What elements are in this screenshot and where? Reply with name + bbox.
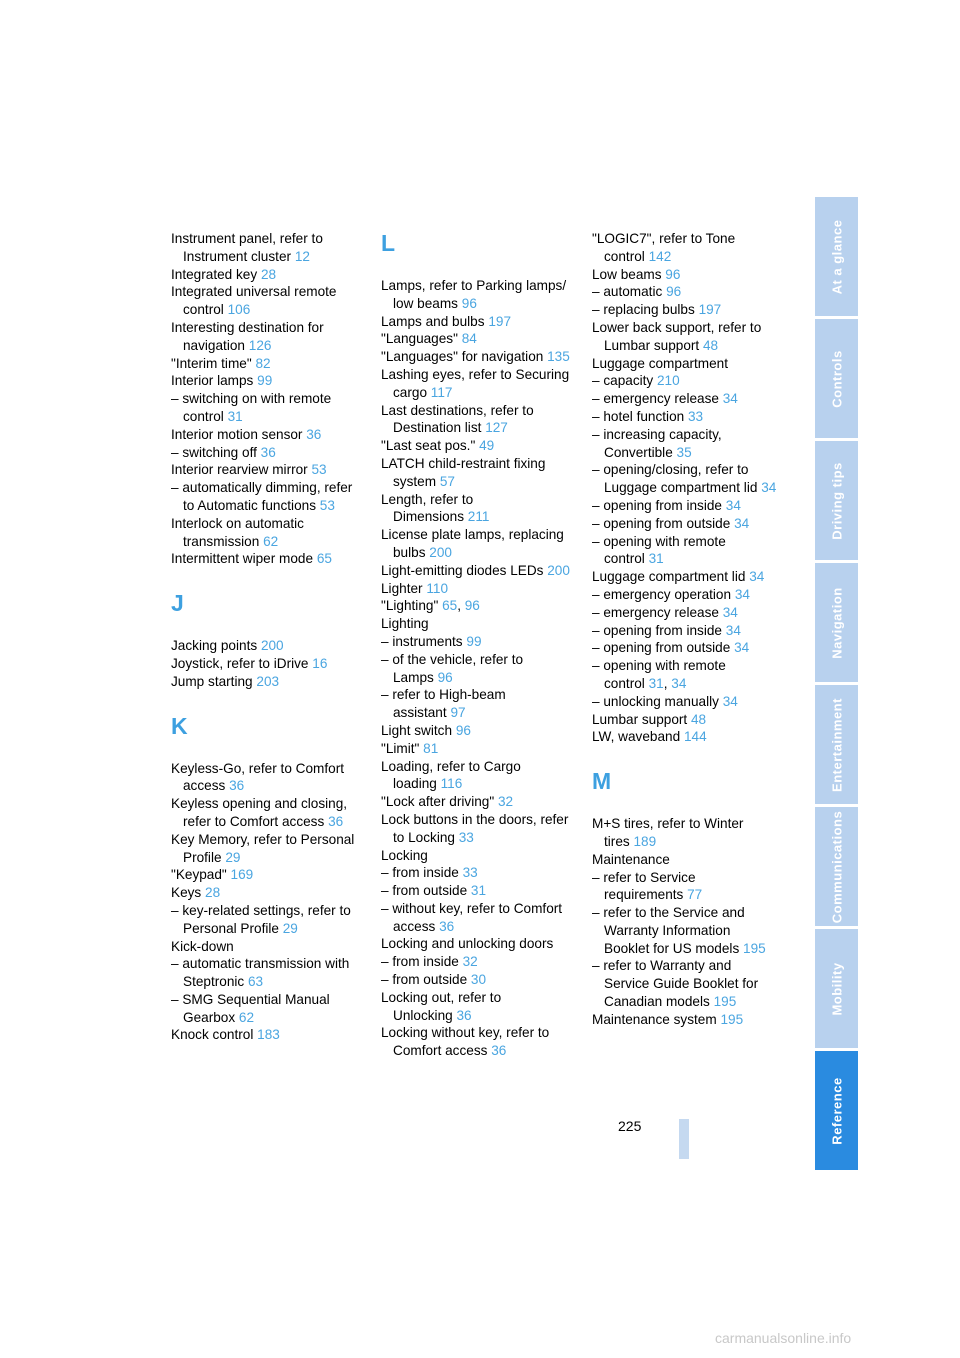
page-reference-link[interactable]: 34 [761, 480, 777, 496]
index-entry [381, 864, 571, 882]
index-entry [171, 230, 361, 266]
page-reference-link[interactable]: 34 [722, 693, 738, 709]
entry-text: – refer to High-beam assistant [381, 687, 506, 721]
page-reference-link[interactable]: 34 [725, 497, 741, 513]
index-entry [592, 904, 777, 957]
page-reference-link[interactable]: 106 [227, 302, 251, 318]
page-reference-link[interactable]: 81 [423, 740, 439, 756]
section-tabs [815, 197, 858, 1173]
entry-text: – key-related settings, refer to Personal Profile [171, 902, 351, 936]
page-reference-link[interactable]: 169 [230, 867, 254, 883]
entry-text: Luggage compartment lid [592, 569, 746, 585]
entry-text: LATCH child-restraint fixing system [381, 455, 546, 489]
index-entry [171, 550, 361, 568]
entry-text: Lamps, refer to Parking lamps/ low beams [381, 278, 567, 311]
entry-text: – opening from inside [592, 497, 722, 513]
tab-controls[interactable] [815, 319, 858, 438]
index-entry [381, 811, 571, 847]
page-reference-link[interactable]: 96 [665, 266, 681, 282]
page-reference-link[interactable]: 31 [227, 408, 243, 424]
page-reference-link[interactable]: 30 [470, 972, 487, 988]
index-entry [381, 491, 571, 527]
entry-text: Lower back support, refer to Lumbar support [592, 319, 762, 353]
index-entry [381, 580, 571, 598]
page-reference-link[interactable]: 32 [497, 794, 514, 810]
index-entry [592, 851, 777, 869]
index-entry [592, 815, 777, 851]
page-reference-link[interactable]: 62 [263, 533, 279, 549]
index-entry [381, 758, 571, 794]
entry-text: "Keypad" [171, 867, 227, 883]
page-reference-link[interactable]: 96 [455, 722, 471, 738]
index-entry [592, 390, 777, 408]
page-reference-link[interactable]: 62 [238, 1009, 255, 1025]
entry-text: – from outside [381, 972, 468, 988]
entry-text: Light-emitting diodes LEDs [381, 562, 544, 578]
page-reference-link[interactable]: 211 [467, 509, 490, 525]
index-column-1 [171, 230, 361, 1044]
index-entry [171, 426, 361, 444]
entry-text: – opening/closing, refer to Luggage compartment lid [592, 462, 758, 496]
page-reference-link[interactable]: 34 [671, 675, 687, 691]
index-entry [171, 372, 361, 390]
index-entry [171, 355, 361, 373]
index-entry [592, 693, 777, 711]
page-reference-link[interactable]: 77 [687, 887, 703, 903]
index-entry [592, 639, 777, 657]
index-entry [592, 957, 777, 1010]
page-reference-link[interactable]: 36 [456, 1007, 472, 1023]
page-reference-link[interactable]: 28 [260, 266, 277, 282]
entry-text: – from inside [381, 865, 459, 881]
page-reference-link[interactable]: 210 [657, 373, 680, 389]
page-reference-link[interactable]: 33 [687, 408, 704, 424]
index-entry [381, 455, 571, 491]
entry-text: Lashing eyes, refer to Securing cargo [381, 366, 570, 400]
entry-text: – hotel function [592, 408, 685, 424]
entry-text: – opening from outside [592, 640, 731, 656]
page-reference-link[interactable]: 195 [720, 1011, 744, 1027]
page-number-bar [679, 1119, 689, 1159]
index-entry [381, 740, 571, 758]
index-column-3 [592, 230, 777, 1029]
entry-text: License plate lamps, replacing bulbs [381, 527, 564, 560]
page-reference-link[interactable]: 117 [430, 384, 453, 400]
index-entry [171, 866, 361, 884]
index-entry [381, 882, 571, 900]
index-entry [171, 795, 361, 831]
index-entry [592, 568, 777, 586]
index-entry [381, 366, 571, 402]
entry-text: Loading, refer to Cargo loading [381, 758, 521, 792]
page-number: 225 [618, 1118, 642, 1134]
section-letter: J [171, 590, 184, 617]
entry-text: Luggage compartment [592, 355, 729, 371]
entry-text: "Interim time" [171, 355, 252, 371]
entry-text: Interior lamps [171, 373, 254, 389]
tab-driving-tips[interactable] [815, 441, 858, 560]
page-reference-link[interactable]: 36 [306, 426, 322, 442]
index-entry [171, 390, 361, 426]
entry-text: Lamps and bulbs [381, 313, 485, 329]
page-reference-link[interactable]: 36 [260, 444, 276, 460]
page-reference-link[interactable]: 84 [461, 331, 477, 347]
page-reference-link[interactable]: 189 [633, 833, 657, 849]
index-entry [171, 760, 361, 796]
section-letter: K [171, 712, 188, 739]
index-entry [381, 900, 571, 936]
index-entry [592, 711, 777, 729]
page-reference-link[interactable]: 12 [294, 248, 310, 264]
entry-text: – switching on with remote control [171, 391, 332, 424]
page-reference-link[interactable]: 31 [648, 551, 664, 567]
entry-text: Key Memory, refer to Personal Profile [171, 831, 355, 865]
entry-text: – emergency operation [592, 586, 732, 602]
page-reference-link[interactable]: 33 [458, 829, 474, 845]
page-reference-link[interactable]: 110 [426, 580, 449, 596]
index-entry [381, 847, 571, 865]
index-entry [171, 266, 361, 284]
index-entry [171, 673, 361, 691]
page-reference-link[interactable]: 34 [722, 604, 738, 620]
page-reference-link[interactable]: 36 [229, 778, 245, 794]
entry-text: – emergency release [592, 604, 719, 620]
entry-text: Jacking points [171, 638, 258, 654]
index-entry [171, 319, 361, 355]
page-reference-link[interactable]: 35 [676, 444, 692, 460]
index-entry [592, 586, 777, 604]
entry-text: Maintenance [592, 851, 670, 867]
index-entry [171, 479, 361, 515]
index-entry [381, 989, 571, 1025]
entry-text: – unlocking manually [592, 693, 719, 709]
page-reference-link[interactable]: 200 [429, 544, 452, 560]
entry-text: Keys [171, 885, 202, 901]
index-entry [381, 526, 571, 562]
page-reference-link[interactable]: 34 [749, 569, 765, 585]
entry-text: – automatic [592, 284, 663, 300]
entry-text: Length, refer to Dimensions [381, 491, 474, 525]
page-reference-link[interactable]: 195 [743, 940, 766, 956]
index-entry [592, 1011, 777, 1029]
index-entry [381, 953, 571, 971]
index-entry [381, 1024, 571, 1060]
index-entry [381, 402, 571, 438]
page-reference-link[interactable]: 34 [734, 586, 750, 602]
page-reference-link[interactable]: 135 [547, 349, 570, 365]
entry-text: – opening from inside [592, 622, 722, 638]
tab-label: Mobility [829, 961, 844, 1016]
page-reference-link[interactable]: 99 [257, 373, 273, 389]
page-reference-link[interactable]: 36 [328, 813, 344, 829]
page-reference-link[interactable]: 96 [464, 598, 480, 614]
entry-text: – from inside [381, 954, 459, 970]
page-reference-link[interactable]: 99 [466, 633, 482, 649]
entry-text: "LOGIC7", refer to Tone control [592, 231, 736, 264]
page-reference-link[interactable]: 48 [691, 711, 707, 727]
entry-text: "Lighting" [381, 598, 439, 614]
entry-text: Interesting destination for navigation [171, 319, 324, 353]
entry-text: Locking and unlocking doors [381, 936, 554, 952]
entry-text: Kick-down [171, 938, 234, 954]
index-entry [592, 266, 777, 284]
page-reference-link[interactable]: 49 [479, 438, 495, 454]
entry-text: Low beams [592, 266, 662, 282]
tab-at-a-glance[interactable] [815, 197, 858, 316]
entry-text: – without key, refer to Comfort access [381, 900, 563, 934]
page-reference-link[interactable]: 183 [257, 1027, 280, 1043]
entry-text: M+S tires, refer to Winter tires [592, 816, 744, 849]
index-entry [171, 831, 361, 867]
entry-text: Jump starting [171, 673, 253, 689]
section-letter: L [381, 230, 396, 256]
entry-text: – capacity [592, 373, 654, 389]
entry-text: Knock control [171, 1027, 254, 1043]
entry-text: – instruments [381, 633, 463, 649]
entry-text: Interior rearview mirror [171, 462, 308, 478]
entry-text: "Limit" [381, 740, 420, 756]
entry-text: – switching off [171, 444, 257, 460]
page-reference-link[interactable]: 126 [248, 337, 272, 353]
index-entry [592, 408, 777, 426]
entry-text: – increasing capacity, Convertible [592, 426, 722, 460]
page-reference-link[interactable]: 29 [282, 920, 298, 936]
page-reference-link[interactable]: 34 [725, 622, 741, 638]
entry-text: Lumbar support [592, 711, 688, 727]
index-entry [171, 515, 361, 551]
page-reference-link[interactable]: 116 [440, 776, 463, 792]
entry-text: Locking [381, 847, 428, 863]
page-reference-link[interactable]: 195 [713, 994, 737, 1010]
entry-text: – automatically dimming, refer to Automatic functions [171, 480, 353, 513]
index-entry [171, 902, 361, 938]
entry-text: Interior motion sensor [171, 426, 303, 442]
index-entry [171, 444, 361, 462]
page-reference-link[interactable]: 34 [722, 391, 738, 407]
index-entry [592, 515, 777, 533]
index-entry [381, 615, 571, 633]
page-reference-link[interactable]: 142 [648, 248, 672, 264]
tab-mobility[interactable] [815, 929, 858, 1048]
index-entry [592, 283, 777, 301]
page-reference-link[interactable]: 53 [311, 462, 327, 478]
entry-text: Keyless-Go, refer to Comfort access [171, 760, 344, 794]
index-entry [381, 651, 571, 687]
entry-text: – from outside [381, 883, 468, 899]
entry-text: Instrument panel, refer to Instrument cluster [171, 231, 323, 264]
index-entry [381, 793, 571, 811]
tab-label: Reference [829, 1076, 844, 1145]
entry-text: Locking without key, refer to Comfort access [381, 1025, 550, 1059]
entry-text: Locking out, refer to Unlocking [381, 989, 502, 1023]
page-reference-link[interactable]: 203 [256, 673, 280, 689]
watermark: carmanualsonline.info [715, 1330, 852, 1346]
index-entry [381, 633, 571, 651]
entry-text: – refer to the Service and Warranty Information Booklet for US models [592, 905, 745, 956]
page-reference-link[interactable]: 96 [461, 295, 477, 311]
index-entry [171, 637, 361, 655]
page-reference-link[interactable]: 36 [439, 918, 455, 934]
entry-text: "Languages" for navigation [381, 349, 544, 365]
tab-label: Entertainment [829, 697, 844, 792]
entry-text: Last destinations, refer to Destination list [381, 402, 534, 436]
tab-label: Controls [829, 349, 844, 408]
index-entry [171, 955, 361, 991]
index-entry [381, 562, 571, 580]
page-reference-link[interactable]: 53 [319, 497, 335, 513]
entry-text: – automatic transmission with Steptronic [171, 956, 350, 990]
page-reference-link[interactable]: 48 [703, 337, 719, 353]
tab-entertainment[interactable] [815, 685, 858, 804]
page-reference-link[interactable]: 127 [485, 420, 508, 436]
index-entry [381, 935, 571, 953]
index-entry [592, 869, 777, 905]
index-entry [381, 722, 571, 740]
index-entry [381, 277, 571, 313]
page-reference-link[interactable]: 29 [225, 849, 241, 865]
index-entry [171, 655, 361, 673]
page-reference-link[interactable]: 63 [248, 974, 264, 990]
index-entry [592, 230, 777, 266]
entry-text: – opening with remote control [592, 533, 726, 567]
entry-text: – emergency release [592, 391, 719, 407]
index-entry [171, 991, 361, 1027]
index-entry [381, 971, 571, 989]
entry-text: – refer to Warranty and Service Guide Booklet for Canadian models [592, 958, 759, 1010]
tab-label: Driving tips [829, 461, 844, 540]
entry-text: – of the vehicle, refer to Lamps [381, 651, 524, 685]
page-reference-link[interactable]: 34 [734, 640, 750, 656]
page-reference-link[interactable]: 28 [205, 885, 221, 901]
entry-text: Lock buttons in the doors, refer to Locking [381, 811, 569, 845]
index-entry [592, 533, 777, 569]
tab-reference[interactable] [815, 1051, 858, 1170]
entry-text: – SMG Sequential Manual Gearbox [171, 991, 330, 1025]
entry-text: – opening with remote control [592, 658, 726, 691]
entry-text: Maintenance system [592, 1011, 717, 1027]
page-reference-link[interactable]: 200 [547, 562, 570, 578]
index-entry [171, 1026, 361, 1044]
page-reference-link[interactable]: 200 [260, 638, 284, 654]
entry-text: Intermittent wiper mode [171, 551, 314, 567]
entry-text: – replacing bulbs [592, 302, 695, 318]
entry-text: Lighting [381, 616, 429, 632]
entry-text: Light switch [381, 722, 453, 738]
page-reference-link[interactable]: 34 [734, 515, 750, 531]
index-column-2 [381, 230, 571, 1060]
entry-text: Integrated key [171, 266, 258, 282]
tab-navigation[interactable] [815, 563, 858, 682]
index-entry [381, 686, 571, 722]
entry-text: Joystick, refer to iDrive [171, 655, 309, 671]
index-entry [592, 728, 777, 746]
entry-text: "Languages" [381, 331, 458, 347]
page-reference-link[interactable]: 96 [666, 284, 682, 300]
page-reference-link[interactable]: 31 [648, 675, 664, 691]
tab-communications[interactable] [815, 807, 858, 926]
index-entry [171, 884, 361, 902]
index-entry [592, 622, 777, 640]
index-entry [592, 355, 777, 373]
index-entry [592, 372, 777, 390]
page-reference-link[interactable]: 82 [255, 355, 271, 371]
index-entry [381, 348, 571, 366]
page-reference-link[interactable]: 197 [698, 302, 722, 318]
index-entry [381, 437, 571, 455]
page-reference-link[interactable]: 65 [316, 551, 332, 567]
section-letter: M [592, 768, 612, 795]
page-reference-link[interactable]: 31 [470, 883, 487, 899]
page-reference-link[interactable]: 144 [683, 729, 707, 745]
index-entry [592, 497, 777, 515]
page-reference-link[interactable]: 16 [312, 655, 328, 671]
entry-text: LW, waveband [592, 729, 681, 745]
index-entry [592, 604, 777, 622]
page-reference-link[interactable]: 65 [442, 598, 458, 614]
entry-text: Lighter [381, 580, 423, 596]
page-reference-link[interactable]: 97 [450, 705, 466, 721]
index-entry: "Lighting" 65, 96 [381, 598, 480, 614]
index-entry [171, 283, 361, 319]
page-reference-link[interactable]: 32 [462, 954, 478, 970]
tab-label: At a glance [829, 219, 844, 294]
entry-text: – opening from outside [592, 515, 731, 531]
entry-text: Integrated universal remote control [171, 284, 337, 318]
index-entry: – opening with remote control 31, 34 [592, 658, 726, 691]
index-entry [381, 313, 571, 331]
page-reference-link[interactable]: 96 [437, 669, 453, 685]
index-entry [381, 330, 571, 348]
tab-label: Communications [829, 810, 844, 923]
index-entry [592, 426, 777, 462]
entry-text: – refer to Service requirements [592, 869, 696, 903]
page-reference-link[interactable]: 33 [462, 865, 478, 881]
index-entry [592, 461, 777, 497]
entry-text: "Lock after driving" [381, 794, 495, 810]
entry-text: Keyless opening and closing, refer to Comfort access [171, 796, 348, 829]
entry-text: Interlock on automatic transmission [171, 515, 304, 549]
index-entry [171, 461, 361, 479]
tab-label: Navigation [829, 586, 844, 659]
index-entry [592, 319, 777, 355]
index-entry [171, 938, 361, 956]
page-reference-link[interactable]: 57 [439, 473, 455, 489]
index-entry [592, 301, 777, 319]
entry-text: "Last seat pos." [381, 438, 476, 454]
page-reference-link[interactable]: 36 [491, 1043, 507, 1059]
page-reference-link[interactable]: 197 [488, 313, 512, 329]
